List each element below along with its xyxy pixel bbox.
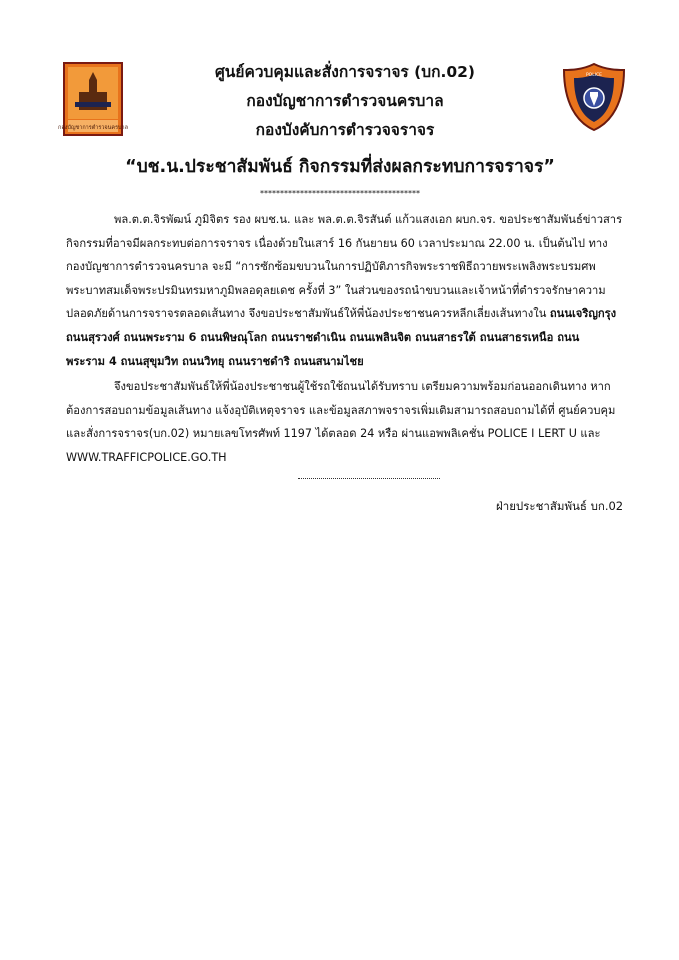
- p2-line-4: WWW.TRAFFICPOLICE.GO.TH: [66, 450, 227, 464]
- paragraph-1: [66, 208, 626, 373]
- header-line-3: กองบังคับการตำรวจจราจร: [255, 121, 435, 139]
- separator-stars: ****************************************: [260, 189, 420, 198]
- header-line-1: ศูนย์ควบคุมและสั่งการจราจร (บก.02): [214, 63, 476, 81]
- p1-line-7-bold: พระราม 4 ถนนสุขุมวิท ถนนวิทยุ ถนนราชดำริ ถนนสนามไชย: [66, 354, 364, 368]
- emblem-banner: [75, 102, 111, 107]
- p2-line-3: และสั่งการจราจร(บก.02) หมายเลขโทรศัพท์ 1197 ได้ตลอด 24 หรือ ผ่านแอพพลิเคชั่น POLICE I LERT U และ: [66, 427, 601, 441]
- dotted-divider: [298, 478, 440, 479]
- traffic-police-shield-icon: [562, 62, 626, 132]
- paragraph-2: [66, 375, 626, 469]
- metropolitan-police-emblem: [58, 62, 128, 136]
- p1-line-7: [66, 350, 626, 374]
- document-header: [130, 58, 560, 145]
- p1-line-3: กองบัญชาการตำรวจนครบาล จะมี “การซักซ้อมขบวนในการปฏิบัติภารกิจพระราชพิธีถวายพระเพลิงพระบรมศพ: [66, 260, 596, 274]
- p2-line-1: จึงขอประชาสัมพันธ์ให้พี่น้องประชาชนผู้ใช้รถใช้ถนนได้รับทราบ เตรียมความพร้อมก่อนออกเดินทาง หาก: [114, 380, 611, 393]
- p2-line-2: ต้องการสอบถามข้อมูลเส้นทาง แจ้งอุบัติเหตุจราจร และข้อมูลสภาพจราจรเพิ่มเติมสามารถสอบถามได้ที่ ศูนย์ควบคุม: [66, 403, 616, 417]
- signature-line: ฝ่ายประชาสัมพันธ์ บก.02: [496, 499, 624, 513]
- p1-line-5: [66, 302, 626, 326]
- p1-line-2: กิจกรรมที่อาจมีผลกระทบต่อการจราจร เนื่องด้วยในเสาร์ 16 กันยายน 60 เวลาประมาณ 22.00 น. เป็นต้นไป ทาง: [66, 236, 608, 250]
- p1-line-4: พระบาทสมเด็จพระปรมินทรมหาภูมิพลอดุลยเดช ครั้งที่ 3” ในส่วนของรถนำขบวนและเจ้าหน้าที่ตำรวจรักษาความ: [66, 283, 606, 297]
- p1-line-5-bold: ถนนเจริญกรุง: [549, 307, 617, 321]
- p1-line-1: พล.ต.ต.จิรพัฒน์ ภูมิจิตร รอง ผบช.น. และ พล.ต.ต.จิรสันต์ แก้วแสงเอก ผบก.จร. ขอประชาสัมพันธ์ข่าวสาร: [114, 213, 623, 226]
- header-line-2: กองบัญชาการตำรวจนครบาล: [246, 92, 444, 110]
- shield-text: POLICE: [585, 73, 603, 78]
- document-title: “บช.น.ประชาสัมพันธ์ กิจกรรมที่ส่งผลกระทบการจราจร”: [125, 157, 555, 177]
- emblem-label: กองบัญชาการตำรวจนครบาล: [58, 125, 128, 131]
- p1-line-5-text: ปลอดภัยด้านการจราจรตลอดเส้นทาง จึงขอประชาสัมพันธ์ให้พี่น้องประชาชนควรหลีกเลี่ยงเส้นทางใน: [66, 307, 550, 321]
- p1-line-6-bold: ถนนสุรวงศ์ ถนนพระราม 6 ถนนพิษณุโลก ถนนราชดำเนิน ถนนเพลินจิต ถนนสาธรใต้ ถนนสาธรเหนือ ถนน: [66, 330, 580, 344]
- p1-line-6: [66, 326, 626, 350]
